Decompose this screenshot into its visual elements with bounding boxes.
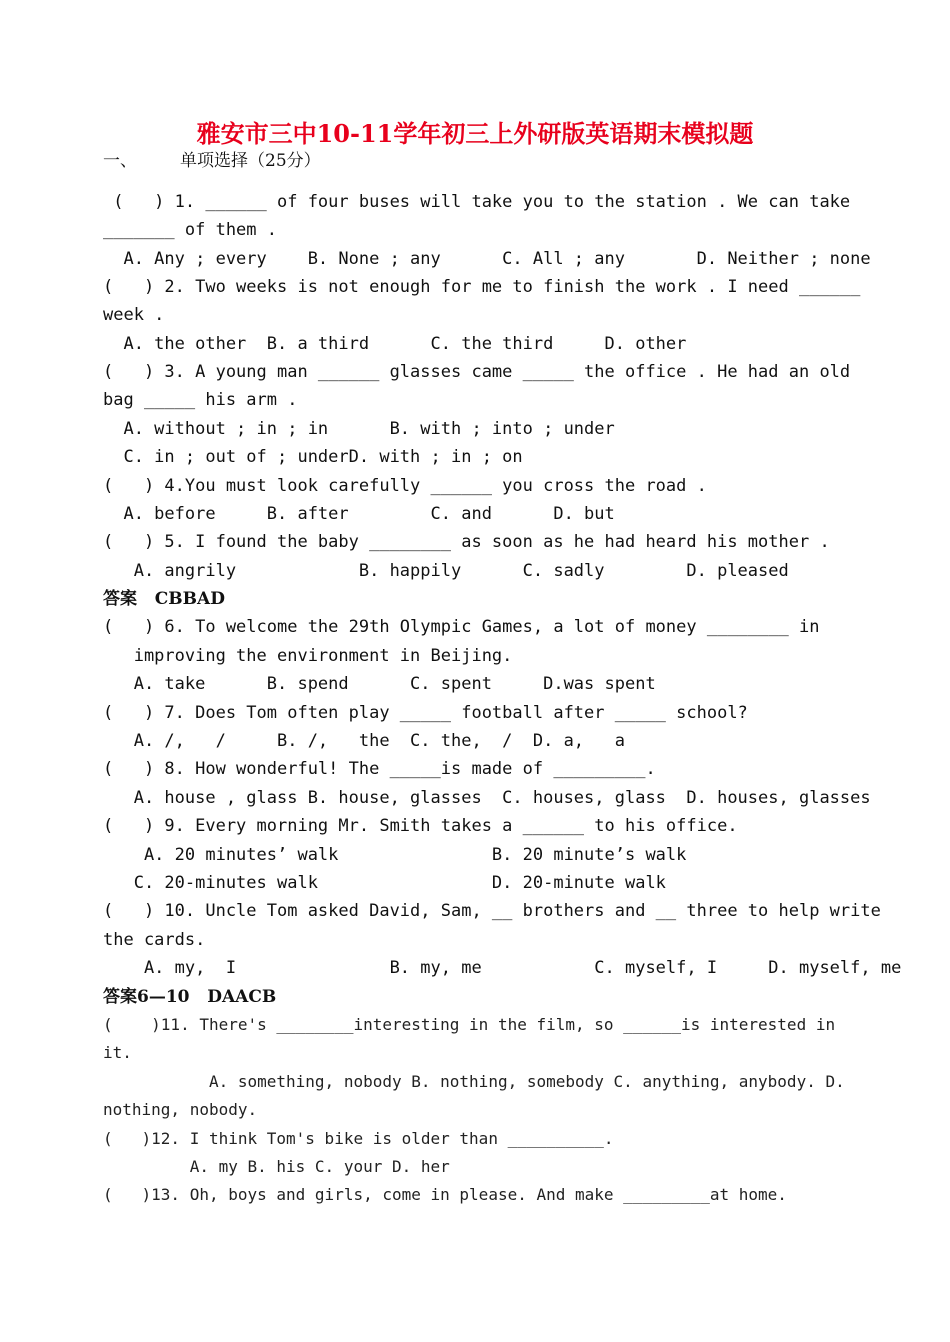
question-11-line-1: ( )11. There's ________interesting in the film, so ______is interested in — [103, 1015, 836, 1034]
question-9-options-1: A. 20 minutes’ walk B. 20 minute’s walk — [103, 845, 687, 865]
answer-key-6-10: 答案6—10 DAACB — [103, 987, 277, 1007]
question-13-line: ( )13. Oh, boys and girls, come in please. And make _________at home. — [103, 1185, 787, 1204]
question-6-line-1: ( ) 6. To welcome the 29th Olympic Games, a lot of money ________ in — [103, 617, 820, 637]
question-10-line-2: the cards. — [103, 930, 206, 950]
question-11-line-2: it. — [103, 1043, 132, 1062]
section-heading: 单项选择（25分） — [180, 151, 321, 171]
answer-key-1-5: 答案 CBBAD — [103, 589, 225, 609]
question-3-options-2: C. in ; out of ; underD. with ; in ; on — [103, 447, 523, 467]
question-8-options: A. house , glass B. house, glasses C. houses, glass D. houses, glasses — [103, 788, 871, 808]
question-5-line: ( ) 5. I found the baby ________ as soon as he had heard his mother . — [103, 532, 830, 552]
question-12-options: A. my B. his C. your D. her — [103, 1157, 450, 1176]
question-3-line-1: ( ) 3. A young man ______ glasses came _____ the office . He had an old — [103, 362, 851, 382]
question-12-line: ( )12. I think Tom's bike is older than __________. — [103, 1129, 614, 1148]
question-7-options: A. /, / B. /, the C. the, / D. a, a — [103, 731, 625, 751]
question-7-line: ( ) 7. Does Tom often play _____ football after _____ school? — [103, 703, 748, 723]
question-1-line-2: _______ of them . — [103, 220, 277, 240]
question-3-line-2: bag _____ his arm . — [103, 390, 298, 410]
question-11-options-1: A. something, nobody B. nothing, somebody C. anything, anybody. D. — [103, 1072, 845, 1091]
question-11-options-2: nothing, nobody. — [103, 1100, 258, 1119]
question-2-line-2: week . — [103, 305, 165, 325]
question-6-options: A. take B. spend C. spent D.was spent — [103, 674, 656, 694]
question-9-options-2: C. 20-minutes walk D. 20-minute walk — [103, 873, 666, 893]
question-1-options: A. Any ; every B. None ; any C. All ; any D. Neither ; none — [103, 249, 871, 269]
question-1-line-1: ( ) 1. ______ of four buses will take you to the station . We can take — [103, 192, 851, 212]
question-10-options: A. my, I B. my, me C. myself, I D. myself, me — [103, 958, 902, 978]
question-4-options: A. before B. after C. and D. but — [103, 504, 615, 524]
question-8-line: ( ) 8. How wonderful! The _____is made of _________. — [103, 759, 656, 779]
question-9-line: ( ) 9. Every morning Mr. Smith takes a ______ to his office. — [103, 816, 738, 836]
question-6-line-2: improving the environment in Beijing. — [103, 646, 513, 666]
question-2-line-1: ( ) 2. Two weeks is not enough for me to finish the work . I need ______ — [103, 277, 861, 297]
document-title: 雅安市三中10-11学年初三上外研版英语期末模拟题 — [196, 119, 754, 148]
question-10-line-1: ( ) 10. Uncle Tom asked David, Sam, __ brothers and __ three to help write — [103, 901, 881, 921]
question-4-line: ( ) 4.You must look carefully ______ you cross the road . — [103, 476, 707, 496]
question-2-options: A. the other B. a third C. the third D. other — [103, 334, 687, 354]
question-3-options-1: A. without ; in ; in B. with ; into ; under — [103, 419, 615, 439]
question-5-options: A. angrily B. happily C. sadly D. pleased — [103, 561, 789, 581]
section-number: 一、 — [103, 151, 137, 171]
